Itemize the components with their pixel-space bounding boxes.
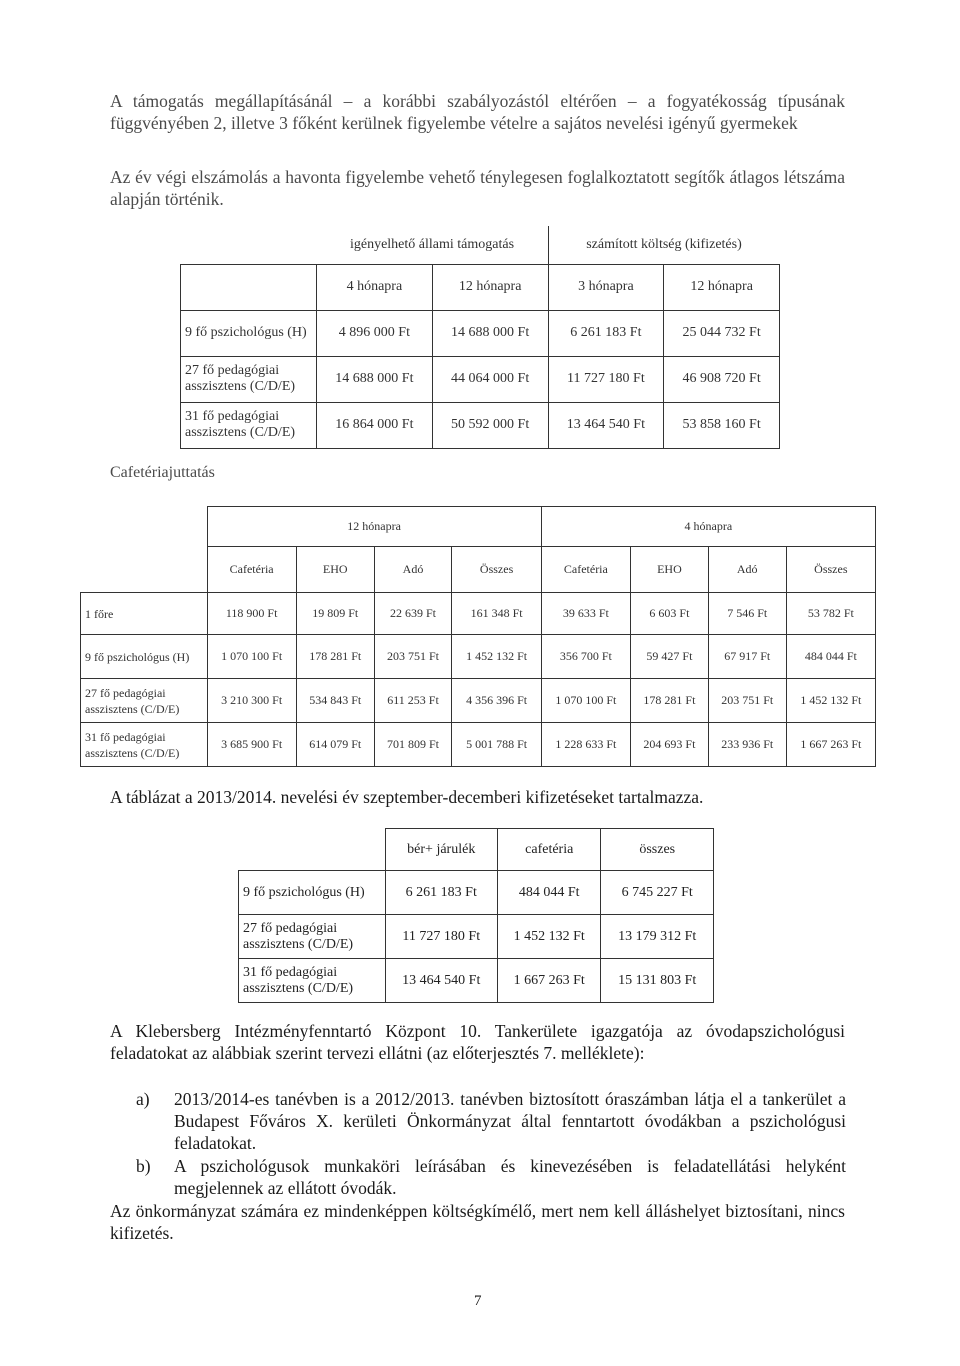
table-cell: 178 281 Ft	[296, 635, 374, 679]
table2-sub-header: Összes	[452, 547, 541, 593]
row-label: 9 fő pszichológus (H)	[239, 871, 386, 915]
cafeteria-title: Cafetériajuttatás	[110, 464, 215, 481]
table-cell: 14 688 000 Ft	[432, 310, 548, 356]
table-cell: 1 667 263 Ft	[498, 959, 601, 1003]
table3-header: összes	[601, 829, 714, 871]
row-label: 27 fő pedagógiai asszisztens (C/D/E)	[81, 679, 208, 723]
table-row	[81, 679, 876, 723]
table-cell: 13 179 312 Ft	[601, 915, 714, 959]
row-label: 31 fő pedagógiai asszisztens (C/D/E)	[181, 402, 317, 448]
list-item-a	[136, 1088, 846, 1154]
table-cell: 25 044 732 Ft	[664, 310, 780, 356]
table-row	[81, 635, 876, 679]
table-cell: 7 546 Ft	[708, 593, 786, 635]
list-label: b)	[136, 1156, 151, 1176]
table-row	[181, 356, 780, 402]
table-row	[239, 915, 714, 959]
page-number: 7	[474, 1293, 482, 1309]
table1-sub-header: 3 hónapra	[548, 264, 664, 310]
table-row	[81, 593, 876, 635]
table2-group-header: 4 hónapra	[541, 507, 875, 547]
table-cell: 22 639 Ft	[374, 593, 452, 635]
intro-paragraph-1: A támogatás megállapításánál – a korábbi szabályozástól eltérően – a fogyatékosság típusának függvényében 2, illetve 3 főként kerülnek figyelembe vételre a sajátos nevelési igényű gyermekek	[110, 91, 845, 133]
table-cell: 6 261 183 Ft	[548, 310, 664, 356]
intro-paragraph-2: Az év végi elszámolás a havonta figyelembe vehető ténylegesen foglalkoztatott segítők átlagos létszáma alapján történik.	[110, 167, 845, 209]
table-cell: 356 700 Ft	[541, 635, 630, 679]
table2-sub-header: Cafetéria	[207, 547, 296, 593]
table2-sub-header: EHO	[631, 547, 709, 593]
table-cell: 6 603 Ft	[631, 593, 709, 635]
table-cell: 53 858 160 Ft	[664, 402, 780, 448]
table-cell: 4 896 000 Ft	[317, 310, 433, 356]
table1-sub-header: 12 hónapra	[664, 264, 780, 310]
table-cell: 16 864 000 Ft	[317, 402, 433, 448]
table-cell: 13 464 540 Ft	[548, 402, 664, 448]
table-cell: 484 044 Ft	[498, 871, 601, 915]
table-cell: 203 751 Ft	[708, 679, 786, 723]
summary-table	[238, 828, 714, 1003]
table-cell: 1 452 132 Ft	[498, 915, 601, 959]
table2-sub-header: EHO	[296, 547, 374, 593]
row-label: 27 fő pedagógiai asszisztens (C/D/E)	[239, 915, 386, 959]
table-cell: 15 131 803 Ft	[601, 959, 714, 1003]
table-cell: 4 356 396 Ft	[452, 679, 541, 723]
table-cell: 50 592 000 Ft	[432, 402, 548, 448]
table-cell: 701 809 Ft	[374, 723, 452, 767]
table-cell: 1 070 100 Ft	[207, 635, 296, 679]
table-cell: 14 688 000 Ft	[317, 356, 433, 402]
list-item-b	[136, 1155, 846, 1199]
table-cell: 484 044 Ft	[786, 635, 875, 679]
row-label: 9 fő pszichológus (H)	[181, 310, 317, 356]
table-cell: 6 261 183 Ft	[385, 871, 498, 915]
table-cell: 611 253 Ft	[374, 679, 452, 723]
table-cell: 161 348 Ft	[452, 593, 541, 635]
table-cell: 204 693 Ft	[631, 723, 709, 767]
table-cell: 3 210 300 Ft	[207, 679, 296, 723]
table-cell: 6 745 227 Ft	[601, 871, 714, 915]
table-cell: 46 908 720 Ft	[664, 356, 780, 402]
table-cell: 1 070 100 Ft	[541, 679, 630, 723]
table1-group-header: számított költség (kifizetés)	[548, 226, 780, 264]
table-cell: 19 809 Ft	[296, 593, 374, 635]
outro-paragraph-2: Az önkormányzat számára ez mindenképpen költségkímélő, mert nem kell álláshelyet biztosítani, nincs kifizetés.	[110, 1201, 845, 1243]
table-cell: 53 782 Ft	[786, 593, 875, 635]
table-cell: 178 281 Ft	[631, 679, 709, 723]
table3-header: bér+ járulék	[385, 829, 498, 871]
outro-paragraph-1: A Klebersberg Intézményfenntartó Központ 10. Tankerülete igazgatója az óvodapszichológusi feladatokat az alábbiak szerint tervezi ellátni (az előterjesztés 7. melléklete):	[110, 1021, 845, 1063]
list-text: 2013/2014-es tanévben is a 2012/2013. tanévben biztosított óraszámban látja el a tankerület a Budapest Főváros X. kerületi Önkormányzat által fenntartott óvodákban a pszichológusi feladatokat.	[174, 1089, 846, 1153]
table2-sub-header: Adó	[708, 547, 786, 593]
table2-sub-header: Cafetéria	[541, 547, 630, 593]
table-cell: 13 464 540 Ft	[385, 959, 498, 1003]
row-label: 31 fő pedagógiai asszisztens (C/D/E)	[81, 723, 208, 767]
table-cell: 5 001 788 Ft	[452, 723, 541, 767]
list-text: A pszichológusok munkaköri leírásában és kinevezésében is feladatellátási helyként megjelennek az ellátott óvodák.	[174, 1156, 846, 1198]
table-cell: 1 667 263 Ft	[786, 723, 875, 767]
table-cell: 534 843 Ft	[296, 679, 374, 723]
table-cell: 11 727 180 Ft	[548, 356, 664, 402]
table-cell: 1 452 132 Ft	[452, 635, 541, 679]
table-note: A táblázat a 2013/2014. nevelési év szeptember-decemberi kifizetéseket tartalmazza.	[110, 787, 704, 807]
table-row	[239, 959, 714, 1003]
table3-header: cafetéria	[498, 829, 601, 871]
cafeteria-table	[80, 506, 876, 767]
table-cell: 44 064 000 Ft	[432, 356, 548, 402]
table-row	[181, 310, 780, 356]
list-label: a)	[136, 1089, 150, 1109]
table-cell: 3 685 900 Ft	[207, 723, 296, 767]
table-cell: 614 079 Ft	[296, 723, 374, 767]
table-row	[81, 723, 876, 767]
table-cell: 11 727 180 Ft	[385, 915, 498, 959]
table-cell: 118 900 Ft	[207, 593, 296, 635]
row-label: 9 fő pszichológus (H)	[81, 635, 208, 679]
table1-sub-header: 12 hónapra	[432, 264, 548, 310]
table-cell: 39 633 Ft	[541, 593, 630, 635]
row-label: 27 fő pedagógiai asszisztens (C/D/E)	[181, 356, 317, 402]
table-cell: 67 917 Ft	[708, 635, 786, 679]
table-cell: 59 427 Ft	[631, 635, 709, 679]
table-cell: 203 751 Ft	[374, 635, 452, 679]
table2-sub-header: Összes	[786, 547, 875, 593]
table2-sub-header: Adó	[374, 547, 452, 593]
table-row	[181, 402, 780, 448]
table2-group-header: 12 hónapra	[207, 507, 541, 547]
row-label: 1 főre	[81, 593, 208, 635]
table1-group-header: igényelhető állami támogatás	[317, 226, 549, 264]
table-cell: 233 936 Ft	[708, 723, 786, 767]
table1-sub-header: 4 hónapra	[317, 264, 433, 310]
table-cell: 1 228 633 Ft	[541, 723, 630, 767]
support-table	[180, 226, 780, 449]
table-row	[239, 871, 714, 915]
row-label: 31 fő pedagógiai asszisztens (C/D/E)	[239, 959, 386, 1003]
table-cell: 1 452 132 Ft	[786, 679, 875, 723]
